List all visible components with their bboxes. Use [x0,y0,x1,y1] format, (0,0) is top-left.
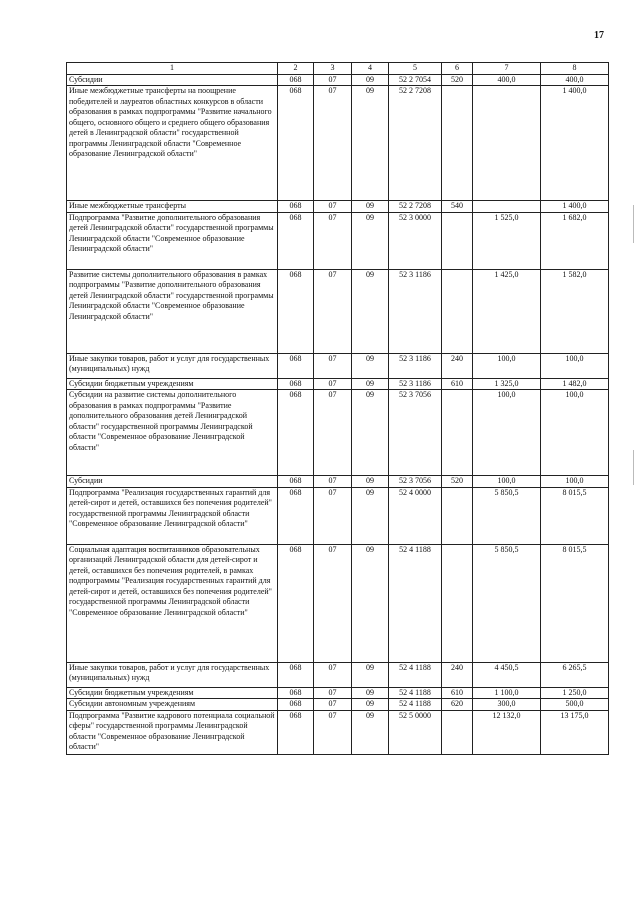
table-row [67,662,609,687]
cell-ministry: 068 [278,699,314,711]
cell-sum-2015: 100,0 [473,390,541,476]
cell-sum-2015: 12 132,0 [473,710,541,754]
cell-section: 07 [314,699,352,711]
table-row [67,390,609,476]
cell-subsection: 09 [352,353,389,378]
cell-ministry: 068 [278,378,314,390]
cell-target-article: 52 3 0000 [389,212,442,269]
cell-ministry: 068 [278,353,314,378]
cell-expense-type [442,269,473,353]
header-cell-1: 1 [67,63,278,75]
cell-target-article: 52 4 1188 [389,699,442,711]
cell-sum-2015: 300,0 [473,699,541,711]
cell-target-article: 52 4 1188 [389,662,442,687]
cell-sum-2016: 13 175,0 [541,710,609,754]
cell-expense-type: 240 [442,662,473,687]
header-cell-3: 3 [314,63,352,75]
cell-sum-2016: 1 682,0 [541,212,609,269]
cell-sum-2015: 1 525,0 [473,212,541,269]
table-row [67,378,609,390]
cell-target-article: 52 3 1186 [389,378,442,390]
cell-sum-2016: 1 250,0 [541,687,609,699]
cell-sum-2016: 100,0 [541,390,609,476]
cell-sum-2015: 400,0 [473,74,541,86]
cell-sum-2015: 5 850,5 [473,544,541,662]
cell-ministry: 068 [278,74,314,86]
cell-ministry: 068 [278,201,314,213]
cell-section: 07 [314,487,352,544]
cell-sum-2016: 6 265,5 [541,662,609,687]
cell-expense-type [442,212,473,269]
cell-ministry: 068 [278,487,314,544]
cell-name: Иные межбюджетные трансферты на поощрение победителей и лауреатов областных конкурсов в области образования в рамках подпрограммы "Развитие начального общего, основного общего и среднего общего образования детей в Ленинградской области" государственной программы Ленинградской области "Современное образование Ленинградской области" [67,86,278,201]
cell-subsection: 09 [352,390,389,476]
cell-section: 07 [314,662,352,687]
cell-expense-type: 620 [442,699,473,711]
table-row [67,487,609,544]
cell-name: Иные межбюджетные трансферты [67,201,278,213]
cell-subsection: 09 [352,710,389,754]
header-cell-2: 2 [278,63,314,75]
table-row [67,212,609,269]
cell-section: 07 [314,269,352,353]
cell-name: Подпрограмма "Реализация государственных гарантий для детей-сирот и детей, оставшихся без попечения родителей" государственной программы Ленинградской области "Современное образование Ленинградской области" [67,487,278,544]
cell-target-article: 52 3 7056 [389,476,442,488]
cell-section: 07 [314,201,352,213]
cell-target-article: 52 4 1188 [389,544,442,662]
cell-name: Субсидии на развитие системы дополнительного образования в рамках подпрограммы "Развитие дополнительного образования детей Ленинградской области" государственной программы Ленинградской области "Современное образование Ленинградской области" [67,390,278,476]
cell-expense-type: 520 [442,74,473,86]
cell-sum-2015: 4 450,5 [473,662,541,687]
cell-section: 07 [314,390,352,476]
cell-ministry: 068 [278,544,314,662]
cell-subsection: 09 [352,687,389,699]
cell-target-article: 52 3 1186 [389,353,442,378]
cell-section: 07 [314,544,352,662]
cell-sum-2015: 100,0 [473,476,541,488]
cell-expense-type [442,487,473,544]
cell-target-article: 52 2 7208 [389,86,442,201]
cell-subsection: 09 [352,212,389,269]
table-row [67,687,609,699]
margin-mark-upper [633,205,634,243]
cell-section: 07 [314,687,352,699]
cell-target-article: 52 3 1186 [389,269,442,353]
cell-target-article: 52 5 0000 [389,710,442,754]
cell-expense-type [442,390,473,476]
cell-sum-2015: 100,0 [473,353,541,378]
cell-target-article: 52 2 7208 [389,201,442,213]
cell-subsection: 09 [352,201,389,213]
table-body [67,63,609,755]
cell-ministry: 068 [278,687,314,699]
table-row [67,476,609,488]
cell-expense-type: 610 [442,687,473,699]
header-cell-5: 5 [389,63,442,75]
cell-sum-2015 [473,86,541,201]
cell-ministry: 068 [278,86,314,201]
cell-sum-2016: 500,0 [541,699,609,711]
cell-sum-2016: 100,0 [541,476,609,488]
cell-expense-type: 540 [442,201,473,213]
cell-expense-type: 240 [442,353,473,378]
cell-section: 07 [314,476,352,488]
cell-subsection: 09 [352,662,389,687]
cell-name: Субсидии [67,476,278,488]
table-row [67,699,609,711]
cell-target-article: 52 3 7056 [389,390,442,476]
table-row [67,269,609,353]
cell-subsection: 09 [352,487,389,544]
cell-sum-2015: 1 100,0 [473,687,541,699]
cell-sum-2016: 100,0 [541,353,609,378]
cell-section: 07 [314,710,352,754]
cell-sum-2015: 1 425,0 [473,269,541,353]
cell-sum-2016: 1 400,0 [541,86,609,201]
cell-section: 07 [314,74,352,86]
cell-ministry: 068 [278,390,314,476]
table-row [67,74,609,86]
cell-sum-2016: 1 482,0 [541,378,609,390]
cell-expense-type [442,544,473,662]
cell-subsection: 09 [352,699,389,711]
header-cell-7: 7 [473,63,541,75]
cell-expense-type: 520 [442,476,473,488]
cell-name: Развитие системы дополнительного образования в рамках подпрограммы "Развитие дополнительного образования детей Ленинградской области" государственной программы Ленинградской области "Современное образование Ленинградской области" [67,269,278,353]
cell-subsection: 09 [352,476,389,488]
cell-ministry: 068 [278,662,314,687]
cell-subsection: 09 [352,378,389,390]
cell-ministry: 068 [278,710,314,754]
table-row [67,86,609,201]
cell-section: 07 [314,212,352,269]
cell-expense-type [442,86,473,201]
page-number: 17 [594,30,604,41]
cell-name: Подпрограмма "Развитие дополнительного образования детей Ленинградской области" государственной программы Ленинградской области "Современное образование Ленинградской области" [67,212,278,269]
cell-sum-2016: 1 582,0 [541,269,609,353]
cell-ministry: 068 [278,212,314,269]
cell-name: Субсидии автономным учреждениям [67,699,278,711]
budget-table [66,62,609,755]
cell-name: Иные закупки товаров, работ и услуг для государственных (муниципальных) нужд [67,662,278,687]
cell-section: 07 [314,86,352,201]
cell-sum-2016: 8 015,5 [541,487,609,544]
header-cell-8: 8 [541,63,609,75]
cell-target-article: 52 4 0000 [389,487,442,544]
cell-subsection: 09 [352,86,389,201]
cell-sum-2015: 1 325,0 [473,378,541,390]
cell-sum-2015 [473,201,541,213]
cell-sum-2015: 5 850,5 [473,487,541,544]
cell-name: Социальная адаптация воспитанников образовательных организаций Ленинградской области для детей-сирот и детей, оставшихся без попечения родителей, в рамках подпрограммы "Реализация государственных гарантий для детей-сирот и детей, оставшихся без попечения родителей" государственной программы Ленинградской области "Современное образование Ленинградской области" [67,544,278,662]
cell-name: Субсидии бюджетным учреждениям [67,687,278,699]
cell-ministry: 068 [278,269,314,353]
cell-name: Субсидии [67,74,278,86]
cell-subsection: 09 [352,74,389,86]
cell-expense-type [442,710,473,754]
cell-ministry: 068 [278,476,314,488]
cell-sum-2016: 1 400,0 [541,201,609,213]
cell-section: 07 [314,353,352,378]
margin-mark-lower [633,450,634,485]
header-cell-4: 4 [352,63,389,75]
cell-name: Подпрограмма "Развитие кадрового потенциала социальной сферы" государственной программы Ленинградской области "Современное образование Ленинградской области" [67,710,278,754]
header-row [67,63,609,75]
cell-section: 07 [314,378,352,390]
cell-subsection: 09 [352,269,389,353]
cell-target-article: 52 2 7054 [389,74,442,86]
cell-name: Субсидии бюджетным учреждениям [67,378,278,390]
table-row [67,710,609,754]
table-row [67,353,609,378]
cell-expense-type: 610 [442,378,473,390]
cell-subsection: 09 [352,544,389,662]
cell-sum-2016: 8 015,5 [541,544,609,662]
cell-target-article: 52 4 1188 [389,687,442,699]
table-row [67,544,609,662]
cell-sum-2016: 400,0 [541,74,609,86]
header-cell-6: 6 [442,63,473,75]
cell-name: Иные закупки товаров, работ и услуг для государственных (муниципальных) нужд [67,353,278,378]
table-row [67,201,609,213]
